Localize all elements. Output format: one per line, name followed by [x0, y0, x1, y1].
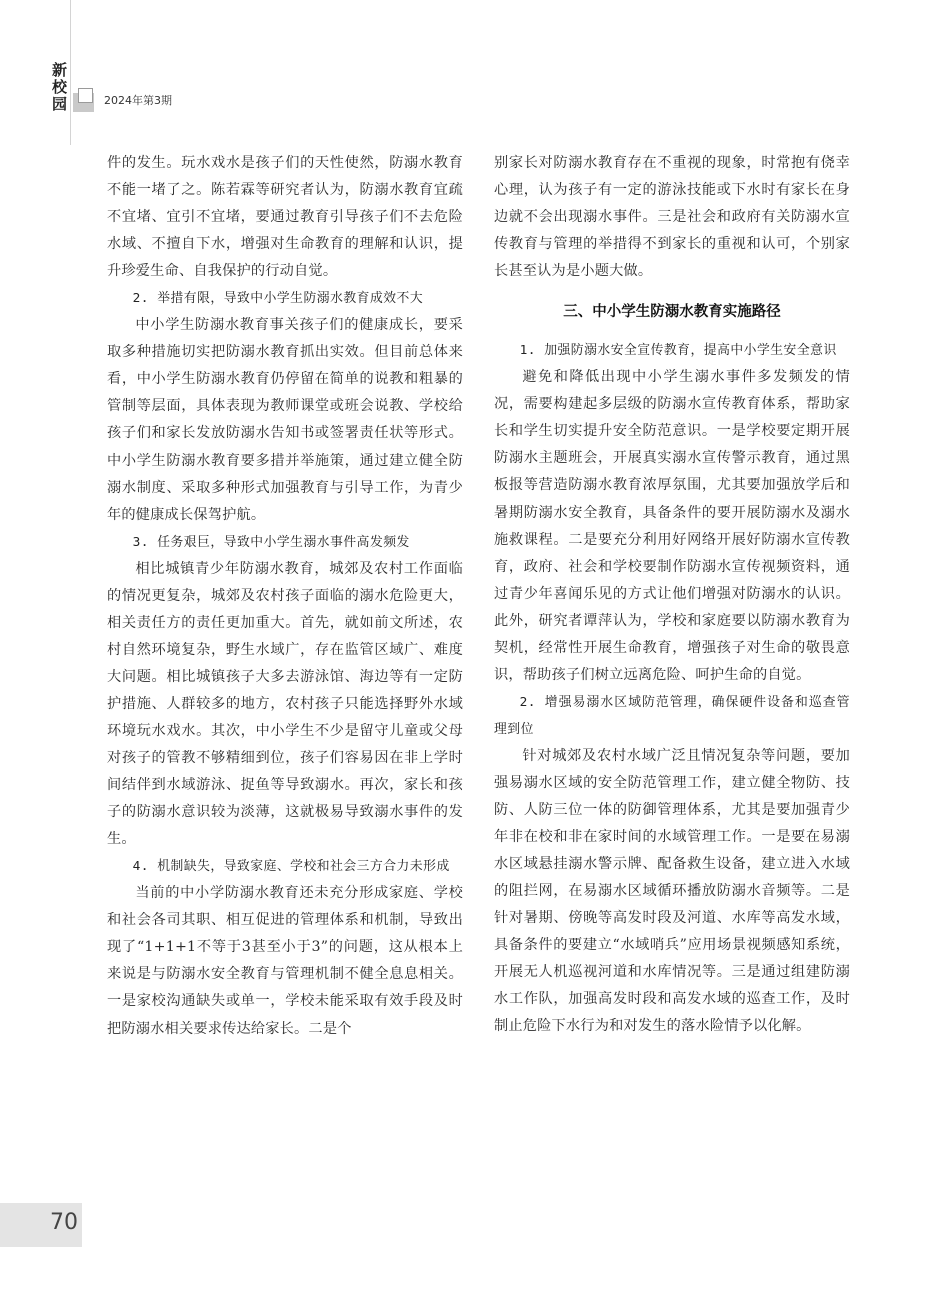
- subheading: 2. 增强易溺水区域防范管理，确保硬件设备和巡查管理到位: [494, 694, 850, 737]
- paragraph: 避免和降低出现中小学生溺水事件多发频发的情况，需要构建起多层级的防溺水宣传教育体系，帮助家长和学生切实提升安全防范意识。一是学校要定期开展防溺水主题班会，开展真实溺水宣传警示教育，通过黑板报等营造防溺水教育浓厚氛围，尤其要加强放学后和暑期防溺水安全教育，具备条件的要开展防溺水及溺水施救课程。二是要充分利用好网络开展好防溺水宣传教育，政府、社会和学校要制作防溺水宣传视频资料，通过青少年喜闻乐见的方式让他们增强对防溺水的认识。此外，研究者谭萍认为，学校和家庭要以防溺水教育为契机，经常性开展生命教育，增强孩子对生命的敬畏意识，帮助孩子们树立远离危险、呵护生命的自觉。: [494, 369, 850, 683]
- issue-label: 2024年第3期: [104, 94, 172, 107]
- subheading: 2. 举措有限，导致中小学生防溺水教育成效不大: [132, 291, 424, 307]
- journal-name-char: 新: [52, 61, 68, 79]
- paragraph: 中小学生防溺水教育事关孩子们的健康成长，要采取多种措施切实把防溺水教育抓出实效。但目前总体来看，中小学生防溺水教育仍停留在简单的说教和粗暴的管制等层面，具体表现为教师课堂或班会说教、学校给孩子们和家长发放防溺水告知书或签署责任状等形式。中小学生防溺水教育要多措并举施策，通过建立健全防溺水制度、采取多种形式加强教育与引导工作，为青少年的健康成长保驾护航。: [107, 317, 463, 523]
- paragraph: 当前的中小学防溺水教育还未充分形成家庭、学校和社会各司其职、相互促进的管理体系和机制，导致出现了“1+1+1不等于3甚至小于3”的问题，这从根本上来说是与防溺水安全教育与管理机制不健全息息相关。一是家校沟通缺失或单一，学校未能采取有效手段及时把防溺水相关要求传达给家长。二是个: [107, 885, 463, 1037]
- paragraph: 件的发生。玩水戏水是孩子们的天性使然，防溺水教育不能一堵了之。陈若霖等研究者认为，防溺水教育宜疏不宜堵、宜引不宜堵，要通过教育引导孩子们不去危险水域、不擅自下水，增强对生命教育的理解和认识，提升珍爱生命、自我保护的行动自觉。: [107, 155, 463, 280]
- paragraph: 针对城郊及农村水域广泛且情况复杂等问题，要加强易溺水区域的安全防范管理工作，建立健全物防、技防、人防三位一体的防御管理体系，尤其是要加强青少年非在校和非在家时间的水域管理工作。一是要在易溺水区域悬挂溺水警示牌、配备救生设备，建立进入水域的阻拦网，在易溺水区域循环播放防溺水音频等。二是针对暑期、傍晚等高发时段及河道、水库等高发水域，具备条件的要建立“水域哨兵”应用场景视频感知系统，开展无人机巡视河道和水库情况等。三是通过组建防溺水工作队，加强高发时段和高发水域的巡查工作，及时制止危险下水行为和对发生的落水险情予以化解。: [494, 747, 850, 1035]
- journal-name: [52, 62, 70, 113]
- right-column: [494, 150, 850, 1040]
- subheading: 4. 机制缺失，导致家庭、学校和社会三方合力未形成: [132, 859, 450, 875]
- page-number: 70: [50, 1210, 78, 1235]
- issue-marker: [78, 88, 93, 103]
- left-column: [107, 150, 463, 1043]
- journal-name-char: 园: [52, 95, 68, 113]
- journal-name-char: 校: [52, 78, 68, 96]
- paragraph: 相比城镇青少年防溺水教育，城郊及农村工作面临的情况更复杂，城郊及农村孩子面临的溺水危险更大，相关责任方的责任更加重大。首先，就如前文所述，农村自然环境复杂，野生水域广，存在监管区域广、难度大问题。相比城镇孩子大多去游泳馆、海边等有一定防护措施、人群较多的地方，农村孩子只能选择野外水域环境玩水戏水。其次，中小学生不少是留守儿童或父母对孩子的管教不够精细到位，孩子们容易因在非上学时间结伴到水域游泳、捉鱼等导致溺水。再次，家长和孩子的防溺水意识较为淡薄，这就极易导致溺水事件的发生。: [107, 560, 463, 848]
- subheading: 1. 加强防溺水安全宣传教育，提高中小学生安全意识: [519, 343, 837, 359]
- subheading: 3. 任务艰巨，导致中小学生溺水事件高发频发: [132, 534, 410, 550]
- header-divider: [70, 0, 71, 145]
- paragraph: 别家长对防溺水教育存在不重视的现象，时常抱有侥幸心理，认为孩子有一定的游泳技能或下水时有家长在身边就不会出现溺水事件。三是社会和政府有关防溺水宣传教育与管理的举措得不到家长的重视和认可，个别家长甚至认为是小题大做。: [494, 155, 850, 280]
- section-title: 三、中小学生防溺水教育实施路径: [563, 304, 781, 321]
